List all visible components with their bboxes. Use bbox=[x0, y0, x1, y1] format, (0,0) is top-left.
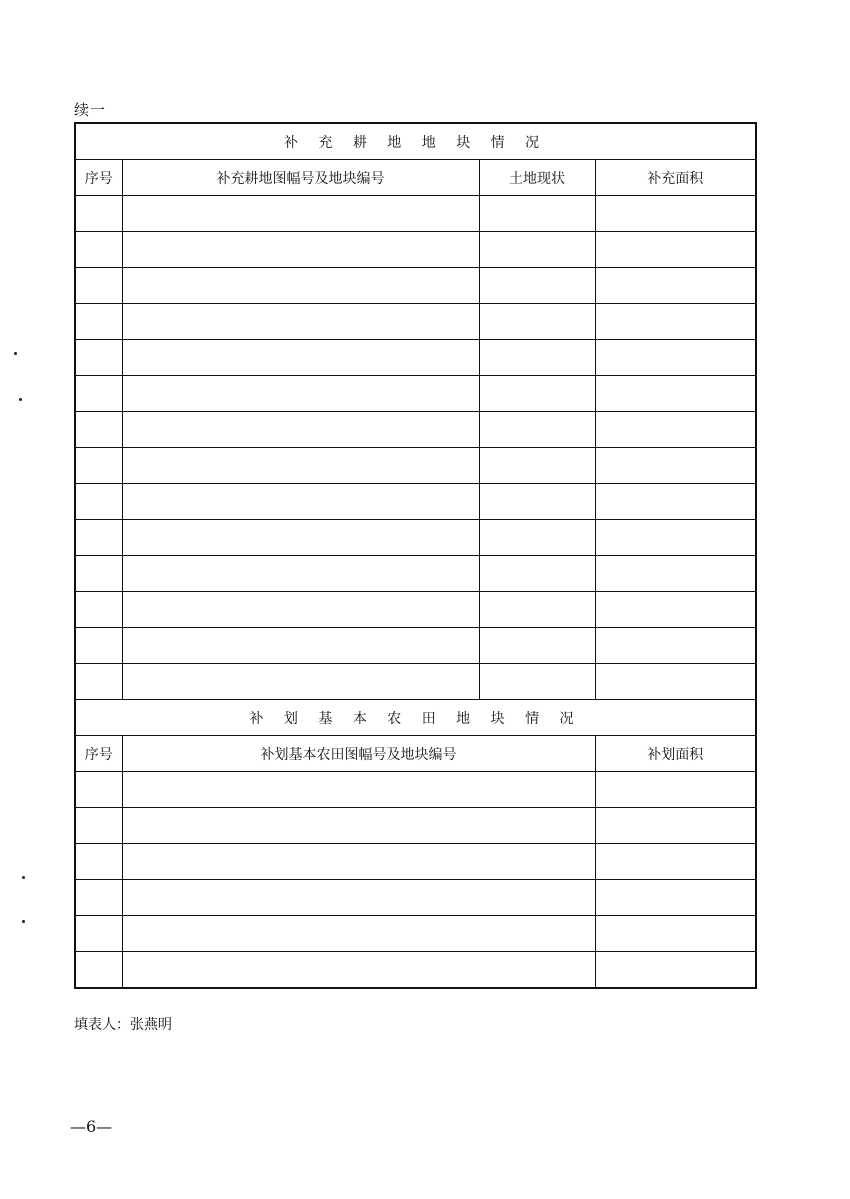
cell-land-status[interactable] bbox=[479, 304, 595, 340]
table-row bbox=[75, 556, 756, 592]
table-row bbox=[75, 232, 756, 268]
header-land-status: 土地现状 bbox=[479, 160, 595, 196]
table-row bbox=[75, 772, 756, 808]
cell-supplement-area[interactable] bbox=[595, 772, 756, 808]
land-block-form bbox=[74, 122, 757, 989]
cell-serial[interactable] bbox=[75, 772, 122, 808]
table-row bbox=[75, 340, 756, 376]
cell-supplement-area[interactable] bbox=[595, 268, 756, 304]
table-row bbox=[75, 808, 756, 844]
cell-serial[interactable] bbox=[75, 268, 122, 304]
cell-serial[interactable] bbox=[75, 232, 122, 268]
table-row bbox=[75, 952, 756, 989]
cell-supplement-area[interactable] bbox=[595, 412, 756, 448]
cell-land-status[interactable] bbox=[479, 592, 595, 628]
cell-land-status[interactable] bbox=[479, 232, 595, 268]
cell-map-sheet-block-id[interactable] bbox=[122, 592, 479, 628]
header-serial: 序号 bbox=[75, 160, 122, 196]
cell-basic-farmland-block-id[interactable] bbox=[122, 844, 595, 880]
cell-land-status[interactable] bbox=[479, 520, 595, 556]
cell-supplement-area[interactable] bbox=[595, 304, 756, 340]
page-number: —6— bbox=[70, 1117, 113, 1136]
cell-serial[interactable] bbox=[75, 916, 122, 952]
cell-map-sheet-block-id[interactable] bbox=[122, 376, 479, 412]
table-row bbox=[75, 628, 756, 664]
section2-title: 补 划 基 本 农 田 地 块 情 况 bbox=[75, 700, 756, 736]
cell-map-sheet-block-id[interactable] bbox=[122, 412, 479, 448]
header-serial: 序号 bbox=[75, 736, 122, 772]
cell-serial[interactable] bbox=[75, 952, 122, 989]
cell-supplement-area[interactable] bbox=[595, 916, 756, 952]
cell-map-sheet-block-id[interactable] bbox=[122, 304, 479, 340]
cell-map-sheet-block-id[interactable] bbox=[122, 232, 479, 268]
cell-land-status[interactable] bbox=[479, 412, 595, 448]
cell-serial[interactable] bbox=[75, 196, 122, 232]
cell-serial[interactable] bbox=[75, 592, 122, 628]
cell-basic-farmland-block-id[interactable] bbox=[122, 952, 595, 989]
cell-supplement-area[interactable] bbox=[595, 808, 756, 844]
header-supplement-area: 补划面积 bbox=[595, 736, 756, 772]
cell-supplement-area[interactable] bbox=[595, 592, 756, 628]
cell-serial[interactable] bbox=[75, 412, 122, 448]
table-row bbox=[75, 304, 756, 340]
cell-serial[interactable] bbox=[75, 340, 122, 376]
cell-basic-farmland-block-id[interactable] bbox=[122, 808, 595, 844]
table-row bbox=[75, 880, 756, 916]
cell-map-sheet-block-id[interactable] bbox=[122, 448, 479, 484]
cell-supplement-area[interactable] bbox=[595, 232, 756, 268]
header-supplement-area: 补充面积 bbox=[595, 160, 756, 196]
cell-map-sheet-block-id[interactable] bbox=[122, 628, 479, 664]
cell-serial[interactable] bbox=[75, 664, 122, 700]
table-row bbox=[75, 376, 756, 412]
cell-land-status[interactable] bbox=[479, 268, 595, 304]
cell-supplement-area[interactable] bbox=[595, 448, 756, 484]
cell-supplement-area[interactable] bbox=[595, 376, 756, 412]
cell-land-status[interactable] bbox=[479, 376, 595, 412]
cell-serial[interactable] bbox=[75, 808, 122, 844]
cell-supplement-area[interactable] bbox=[595, 484, 756, 520]
section1-header-row bbox=[75, 160, 756, 196]
scan-speck bbox=[22, 876, 25, 879]
section2-header-row bbox=[75, 736, 756, 772]
cell-serial[interactable] bbox=[75, 484, 122, 520]
table-row bbox=[75, 592, 756, 628]
table-row bbox=[75, 664, 756, 700]
cell-supplement-area[interactable] bbox=[595, 952, 756, 989]
table-row bbox=[75, 844, 756, 880]
cell-basic-farmland-block-id[interactable] bbox=[122, 916, 595, 952]
table-row bbox=[75, 448, 756, 484]
cell-supplement-area[interactable] bbox=[595, 844, 756, 880]
table-row bbox=[75, 412, 756, 448]
cell-serial[interactable] bbox=[75, 376, 122, 412]
cell-map-sheet-block-id[interactable] bbox=[122, 268, 479, 304]
cell-supplement-area[interactable] bbox=[595, 628, 756, 664]
cell-supplement-area[interactable] bbox=[595, 664, 756, 700]
table-row bbox=[75, 196, 756, 232]
scan-speck bbox=[14, 352, 17, 355]
cell-map-sheet-block-id[interactable] bbox=[122, 484, 479, 520]
table-row bbox=[75, 916, 756, 952]
cell-supplement-area[interactable] bbox=[595, 196, 756, 232]
header-map-sheet-block-id: 补充耕地图幅号及地块编号 bbox=[122, 160, 479, 196]
cell-serial[interactable] bbox=[75, 448, 122, 484]
cell-map-sheet-block-id[interactable] bbox=[122, 340, 479, 376]
cell-map-sheet-block-id[interactable] bbox=[122, 556, 479, 592]
cell-serial[interactable] bbox=[75, 844, 122, 880]
cell-map-sheet-block-id[interactable] bbox=[122, 196, 479, 232]
cell-map-sheet-block-id[interactable] bbox=[122, 664, 479, 700]
cell-land-status[interactable] bbox=[479, 664, 595, 700]
cell-land-status[interactable] bbox=[479, 340, 595, 376]
cell-serial[interactable] bbox=[75, 880, 122, 916]
cell-serial[interactable] bbox=[75, 520, 122, 556]
section1-title-row bbox=[75, 123, 756, 160]
cell-map-sheet-block-id[interactable] bbox=[122, 520, 479, 556]
cell-supplement-area[interactable] bbox=[595, 556, 756, 592]
cell-serial[interactable] bbox=[75, 628, 122, 664]
cell-supplement-area[interactable] bbox=[595, 880, 756, 916]
section1-title: 补 充 耕 地 地 块 情 况 bbox=[75, 123, 756, 160]
table-row bbox=[75, 268, 756, 304]
continuation-label: 续一 bbox=[74, 101, 107, 119]
cell-supplement-area[interactable] bbox=[595, 520, 756, 556]
cell-land-status[interactable] bbox=[479, 628, 595, 664]
scan-speck bbox=[19, 398, 22, 401]
cell-land-status[interactable] bbox=[479, 196, 595, 232]
table-row bbox=[75, 484, 756, 520]
cell-supplement-area[interactable] bbox=[595, 340, 756, 376]
cell-serial[interactable] bbox=[75, 556, 122, 592]
cell-land-status[interactable] bbox=[479, 484, 595, 520]
header-basic-farmland-block-id: 补划基本农田图幅号及地块编号 bbox=[122, 736, 595, 772]
cell-land-status[interactable] bbox=[479, 556, 595, 592]
cell-serial[interactable] bbox=[75, 304, 122, 340]
cell-basic-farmland-block-id[interactable] bbox=[122, 772, 595, 808]
cell-basic-farmland-block-id[interactable] bbox=[122, 880, 595, 916]
scan-speck bbox=[22, 920, 25, 923]
cell-land-status[interactable] bbox=[479, 448, 595, 484]
table-row bbox=[75, 520, 756, 556]
form-filler: 填表人：张燕明 bbox=[74, 1017, 172, 1033]
section2-title-row bbox=[75, 700, 756, 736]
